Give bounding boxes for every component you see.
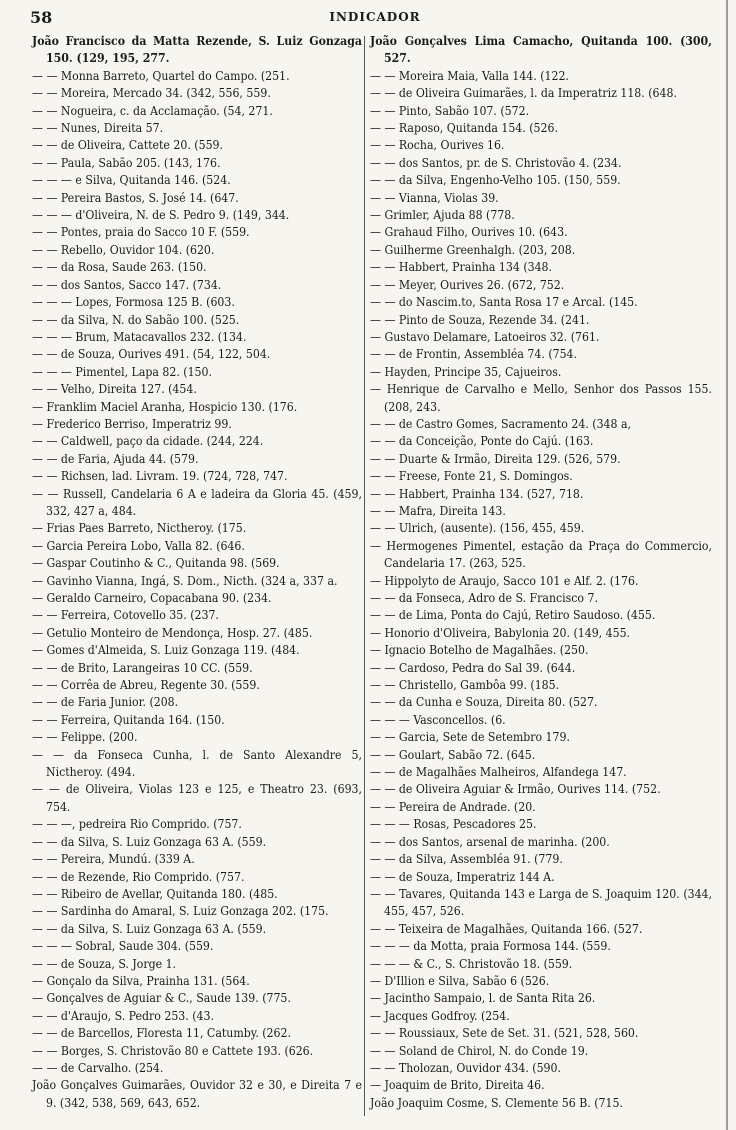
directory-entry: — — Ferreira, Quitanda 164. (150. <box>32 712 225 727</box>
directory-entry: — Honorio d'Oliveira, Babylonia 20. (149, 455. <box>370 625 631 640</box>
directory-entry: — — da Silva, S. Luiz Gonzaga 63 A. (559. <box>32 834 267 849</box>
directory-entry: — — Felippe. (200. <box>32 730 138 745</box>
directory-entry: — — Rebello, Ouvidor 104. (620. <box>32 242 215 257</box>
directory-entry: — — Pereira de Andrade. (20. <box>370 799 536 814</box>
right-column <box>370 33 712 1112</box>
directory-entry: — — Tavares, Quitanda 143 e Larga de S. Joaquim 120. (344, 455, 457, 526. <box>370 886 712 919</box>
directory-entry: — Grimler, Ajuda 88 (778. <box>370 208 515 223</box>
directory-entry: João Gonçalves Lima Camacho, Quitanda 100. (300, 527. <box>370 34 712 66</box>
directory-entry: — — Nunes, Direita 57. <box>32 121 164 136</box>
directory-entry: — — da Fonseca Cunha, l. de Santo Alexandre 5, Nictheroy. (494. <box>32 747 362 780</box>
column-divider <box>364 36 365 1116</box>
directory-entry: — — — & C., S. Christovão 18. (559. <box>370 956 573 971</box>
directory-entry: — — de Oliveira Aguiar & Irmão, Ourives 114. (752. <box>370 782 661 797</box>
directory-entry: — — Ferreira, Cotovello 35. (237. <box>32 608 219 623</box>
directory-entry: — — de Oliveira, Cattete 20. (559. <box>32 138 223 153</box>
directory-entry: — Frias Paes Barreto, Nictheroy. (175. <box>32 521 247 536</box>
directory-entry: — — Ribeiro de Avellar, Quitanda 180. (485. <box>32 886 278 901</box>
directory-entry: — D'Illion e Silva, Sabão 6 (526. <box>370 973 550 988</box>
page-number: 58 <box>30 8 53 27</box>
directory-entry: — — — Vasconcellos. (6. <box>370 712 506 727</box>
directory-entry: — — Raposo, Quitanda 154. (526. <box>370 121 558 136</box>
directory-entry: — — Goulart, Sabão 72. (645. <box>370 747 536 762</box>
directory-entry: — Garcia Pereira Lobo, Valla 82. (646. <box>32 538 245 553</box>
directory-entry: — — — e Silva, Quitanda 146. (524. <box>32 173 231 188</box>
directory-entry: — Guilherme Greenhalgh. (203, 208. <box>370 242 576 257</box>
directory-entry: — — Moreira, Mercado 34. (342, 556, 559. <box>32 86 271 101</box>
directory-entry: — — Paula, Sabão 205. (143, 176. <box>32 155 221 170</box>
directory-entry: — Ignacio Botelho de Magalhães. (250. <box>370 643 589 658</box>
directory-entry: João Joaquim Cosme, S. Clemente 56 B. (715. <box>370 1095 623 1110</box>
page-edge-rule <box>726 0 728 1130</box>
directory-entry: — — de Faria Junior. (208. <box>32 695 179 710</box>
directory-entry: — — Duarte & Irmão, Direita 129. (526, 579. <box>370 451 621 466</box>
directory-entry: — — da Conceição, Ponte do Cajú. (163. <box>370 434 594 449</box>
directory-entry: — Joaquim de Brito, Direita 46. <box>370 1078 545 1093</box>
directory-entry: — — Pereira Bastos, S. José 14. (647. <box>32 190 239 205</box>
directory-entry: — — da Fonseca, Adro de S. Francisco 7. <box>370 591 598 605</box>
directory-entry: — — de Lima, Ponta do Cajú, Retiro Saudoso. (455. <box>370 608 656 623</box>
directory-entry: — — da Silva, Assembléa 91. (779. <box>370 852 563 867</box>
directory-entry: — — Garcia, Sete de Setembro 179. <box>370 730 570 745</box>
directory-entry: — — Moreira Maia, Valla 144. (122. <box>370 68 569 83</box>
directory-entry: — Gonçalves de Aguiar & C., Saude 139. (775. <box>32 991 291 1006</box>
directory-entry: — — de Oliveira, Violas 123 e 125, e Theatro 23. (693, 754. <box>32 782 362 814</box>
directory-entry: — — da Silva, Engenho-Velho 105. (150, 559. <box>370 173 621 188</box>
directory-entry: — Gomes d'Almeida, S. Luiz Gonzaga 119. (484. <box>32 643 300 658</box>
directory-entry: — Gonçalo da Silva, Prainha 131. (564. <box>32 973 250 988</box>
directory-entry: — — Russell, Candelaria 6 A e ladeira da Gloria 45. (459, 332, 427 a, 484. <box>32 486 362 518</box>
directory-entry: — — Nogueira, c. da Acclamação. (54, 271. <box>32 103 273 118</box>
directory-entry: — — Mafra, Direita 143. <box>370 503 506 518</box>
directory-entry: João Francisco da Matta Rezende, S. Luiz Gonzaga 150. (129, 195, 277. <box>32 34 362 66</box>
directory-entry: — — Teixeira de Magalhães, Quitanda 166. (527. <box>370 921 643 936</box>
directory-entry: — Hippolyto de Araujo, Sacco 101 e Alf. 2. (176. <box>370 573 639 588</box>
directory-entry: — — da Silva, N. do Sabão 100. (525. <box>32 312 240 327</box>
directory-entry: — — de Magalhães Malheiros, Alfandega 147. <box>370 765 627 780</box>
directory-entry: — — Rocha, Ourives 16. <box>370 138 505 153</box>
running-title: INDICADOR <box>329 10 421 24</box>
directory-entry: — — Sardinha do Amaral, S. Luiz Gonzaga 202. (175. <box>32 904 329 919</box>
directory-entry: — — Tholozan, Ouvidor 434. (590. <box>370 1060 561 1075</box>
directory-entry: — — — Pimentel, Lapa 82. (150. <box>32 364 212 379</box>
directory-entry: — — da Silva, S. Luiz Gonzaga 63 A. (559. <box>32 921 267 936</box>
directory-entry: — — Habbert, Prainha 134 (348. <box>370 260 553 275</box>
directory-entry: — — — Rosas, Pescadores 25. <box>370 817 537 832</box>
directory-entry: — — da Rosa, Saude 263. (150. <box>32 260 207 275</box>
directory-entry: — — Christello, Gambôa 99. (185. <box>370 678 560 693</box>
directory-entry: — Henrique de Carvalho e Mello, Senhor dos Passos 155. (208, 243. <box>370 382 712 414</box>
directory-entry: — — d'Araujo, S. Pedro 253. (43. <box>32 1008 214 1023</box>
directory-entry: — — Richsen, lad. Livram. 19. (724, 728, 747. <box>32 469 288 484</box>
directory-entry: — — de Brito, Larangeiras 10 CC. (559. <box>32 660 253 675</box>
directory-entry: — — Borges, S. Christovão 80 e Cattete 193. (626. <box>32 1043 314 1058</box>
directory-entry: — Grahaud Filho, Ourives 10. (643. <box>370 225 568 240</box>
directory-entry: — — dos Santos, pr. de S. Christovão 4. (234. <box>370 155 622 170</box>
directory-entry: — — Monna Barreto, Quartel do Campo. (251. <box>32 68 290 83</box>
directory-entry: — — —, pedreira Rio Comprido. (757. <box>32 817 242 832</box>
directory-entry: — — Pinto de Souza, Rezende 34. (241. <box>370 312 590 327</box>
directory-entry: — Gaspar Coutinho & C., Quitanda 98. (569. <box>32 556 280 571</box>
directory-entry: João Gonçalves Guimarães, Ouvidor 32 e 30, e Direita 7 e 9. (342, 538, 569, 643, 652. <box>32 1078 362 1110</box>
directory-entry: — Gavinho Vianna, Ingá, S. Dom., Nicth. (324 a, 337 a. <box>32 573 338 588</box>
directory-entry: — — Freese, Fonte 21, S. Domingos. <box>370 469 573 484</box>
directory-entry: — — dos Santos, arsenal de marinha. (200. <box>370 834 610 849</box>
directory-entry: — — de Frontin, Assembléa 74. (754. <box>370 347 577 362</box>
directory-entry: — — de Castro Gomes, Sacramento 24. (348 a, <box>370 416 631 431</box>
directory-entry: — Gustavo Delamare, Latoeiros 32. (761. <box>370 329 600 344</box>
directory-entry: — — Ulrich, (ausente). (156, 455, 459. <box>370 521 585 536</box>
directory-entry: — — Soland de Chirol, N. do Conde 19. <box>370 1043 589 1058</box>
directory-entry: — — Pereira, Mundú. (339 A. <box>32 852 195 867</box>
directory-entry: — — de Oliveira Guimarães, l. da Imperatriz 118. (648. <box>370 86 677 101</box>
directory-entry: — — Caldwell, paço da cidade. (244, 224. <box>32 434 264 449</box>
directory-entry: — — Habbert, Prainha 134. (527, 718. <box>370 486 584 501</box>
directory-entry: — — de Barcellos, Floresta 11, Catumby. (262. <box>32 1026 291 1041</box>
directory-entry: — — de Rezende, Rio Comprido. (757. <box>32 869 245 884</box>
directory-entry: — — — d'Oliveira, N. de S. Pedro 9. (149, 344. <box>32 208 290 223</box>
directory-entry: — Hayden, Principe 35, Cajueiros. <box>370 364 562 379</box>
directory-entry: — — dos Santos, Sacco 147. (734. <box>32 277 222 292</box>
directory-entry: — Hermogenes Pimentel, estação da Praça do Commercio, Candelaria 17. (263, 525. <box>370 538 712 571</box>
directory-entry: — — da Cunha e Souza, Direita 80. (527. <box>370 695 598 710</box>
page-header <box>30 6 720 28</box>
directory-entry: — — Roussiaux, Sete de Set. 31. (521, 528, 560. <box>370 1026 639 1041</box>
directory-entry: — — Vianna, Violas 39. <box>370 190 499 205</box>
directory-entry: — Getulio Monteiro de Mendonça, Hosp. 27. (485. <box>32 625 313 640</box>
directory-entry: — Franklim Maciel Aranha, Hospicio 130. (176. <box>32 399 298 414</box>
directory-entry: — — Pinto, Sabão 107. (572. <box>370 103 530 118</box>
directory-entry: — Jacintho Sampaio, l. de Santa Rita 26. <box>370 991 596 1006</box>
directory-entry: — — do Nascim.to, Santa Rosa 17 e Arcal. (145. <box>370 295 638 310</box>
directory-entry: — — — Sobral, Saude 304. (559. <box>32 939 214 954</box>
directory-entry: — — — Lopes, Formosa 125 B. (603. <box>32 295 235 310</box>
left-column <box>32 33 362 1112</box>
directory-entry: — — — da Motta, praia Formosa 144. (559. <box>370 939 611 954</box>
directory-entry: — — Pontes, praia do Sacco 10 F. (559. <box>32 225 250 240</box>
directory-entry: — Frederico Berriso, Imperatriz 99. <box>32 416 232 431</box>
directory-entry: — — de Souza, Imperatriz 144 A. <box>370 869 555 884</box>
directory-entry: — — de Carvalho. (254. <box>32 1060 164 1075</box>
directory-entry: — — Meyer, Ourives 26. (672, 752. <box>370 277 565 292</box>
directory-entry: — — de Souza, S. Jorge 1. <box>32 956 177 971</box>
directory-entry: — — Cardoso, Pedra do Sal 39. (644. <box>370 660 576 675</box>
directory-entry: — — Velho, Direita 127. (454. <box>32 382 197 397</box>
directory-entry: — — — Brum, Matacavallos 232. (134. <box>32 329 247 344</box>
directory-entry: — — de Faria, Ajuda 44. (579. <box>32 451 199 466</box>
directory-entry: — — Corrêa de Abreu, Regente 30. (559. <box>32 678 260 693</box>
directory-entry: — Jacques Godfroy. (254. <box>370 1008 510 1023</box>
directory-entry: — Geraldo Carneiro, Copacabana 90. (234. <box>32 591 272 605</box>
directory-entry: — — de Souza, Ourives 491. (54, 122, 504. <box>32 347 271 362</box>
